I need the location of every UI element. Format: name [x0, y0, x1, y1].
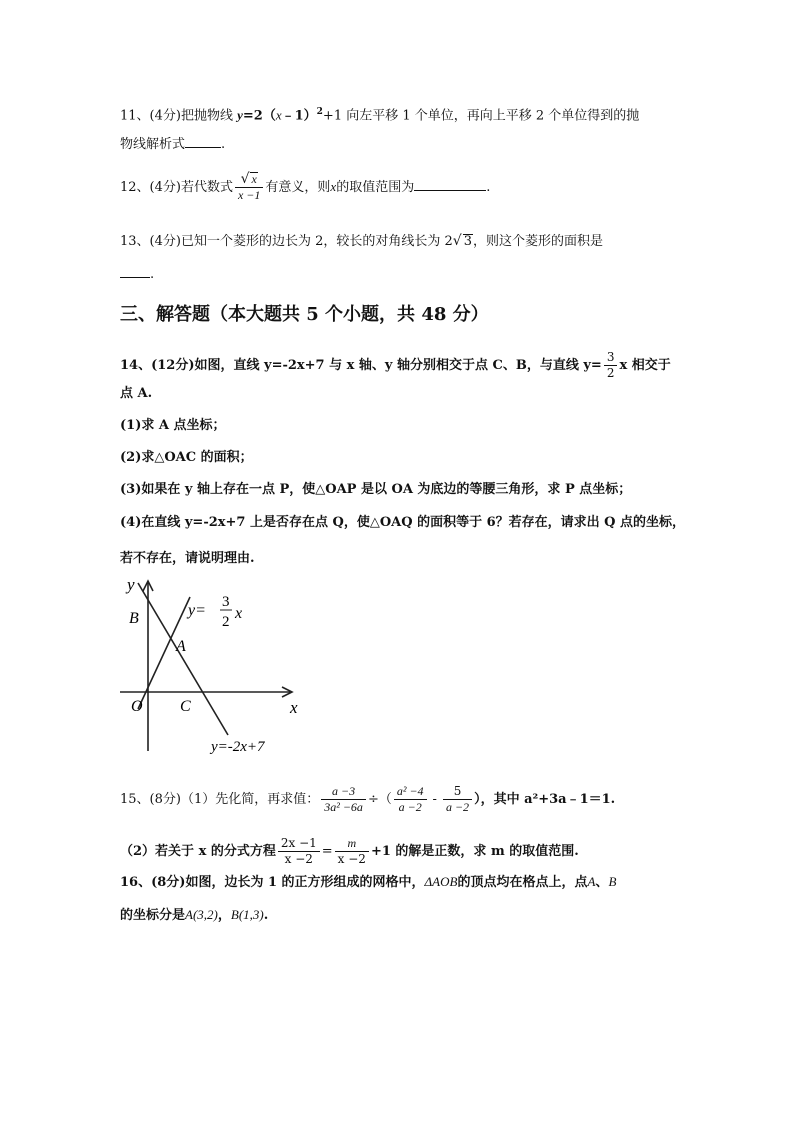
q15-frac5	[335, 836, 369, 867]
q16-coord-b: B(1,3)	[230, 907, 264, 922]
q13-prefix: 13、(4分)已知一个菱形的边长为 2，较长的对角线长为 2	[120, 234, 453, 249]
q15-g1den: x −2	[284, 852, 313, 866]
q15-f1num: a −3	[321, 784, 366, 800]
q12-den: x −1	[237, 188, 261, 202]
q12-num: √ x	[235, 172, 263, 188]
q11-line1	[120, 103, 639, 125]
q16-comma: 、	[595, 875, 609, 890]
q11-line2-text: 物线解析式	[120, 137, 186, 152]
q14-line1b: x 相交于	[619, 358, 671, 373]
q15-frac1	[321, 784, 366, 815]
q14-graph	[118, 575, 308, 755]
q14-line1a: 14、(12分)如图，直线 y=-2x+7 与 x 轴、y 轴分别相交于点 C、B，与直线 y=	[120, 358, 602, 373]
q15-g1num: 2x −1	[278, 836, 320, 852]
q12-fraction	[235, 172, 263, 203]
q14-part4a: (4)在直线 y=-2x+7 上是否存在点 Q，使△OAQ 的面积等于 6？若存在，请求出 Q 点的坐标，	[120, 515, 686, 530]
q16-line1	[120, 873, 616, 892]
q11-x: x	[275, 107, 282, 123]
q15-f1den: 3a² −6a	[324, 800, 363, 814]
q11-prefix: 11、(4分)把抛物线	[120, 108, 238, 124]
q15-f2den: a −2	[398, 800, 422, 814]
q16-end: .	[263, 908, 269, 923]
q16-sep: ，	[217, 908, 231, 923]
section-title: 三、解答题（本大题共 5 个小题，共 48 分）	[120, 304, 489, 325]
q12-var: x	[330, 179, 337, 194]
q15-g2den: x −2	[337, 852, 366, 866]
q14-fnum: 3	[604, 350, 618, 366]
q14-part3: (3)如果在 y 轴上存在一点 P，使△OAP 是以 OA 为底边的等腰三角形，求 P 点坐标；	[120, 482, 632, 497]
q13-answer-blank[interactable]	[120, 265, 150, 278]
q11-end: .	[221, 137, 226, 152]
q15-eq: =	[321, 844, 333, 859]
q15-f3den: a −2	[445, 800, 470, 814]
q11-eq5: +1 向左平移 1 个单位，再向上平移 2 个单位得到的抛	[322, 108, 640, 124]
eq-top-den: 2	[222, 614, 230, 630]
y-axis-label: y	[127, 575, 135, 594]
q15-suffix: ），其中 a²+3a﹣1＝1.	[474, 792, 616, 807]
q14-part2: (2)求△OAC 的面积；	[120, 450, 253, 465]
q15-f3num: 5	[443, 784, 472, 800]
q16-triangle: ΔAOB	[424, 874, 458, 889]
q15-div: ÷（	[367, 792, 392, 807]
x-axis-label: x	[290, 698, 298, 717]
q15-g2num: m	[335, 836, 369, 852]
q15-line1	[120, 784, 615, 815]
q15-frac3	[443, 784, 472, 815]
q15-p2suffix: +1 的解是正数，求 m 的取值范围.	[370, 844, 579, 859]
q15-minus: -	[432, 792, 437, 807]
q15-f2num: a² −4	[394, 784, 427, 800]
q14-part4b: 若不存在，请说明理由.	[120, 551, 255, 566]
q14-fden: 2	[606, 366, 615, 380]
q14-line1	[120, 350, 671, 381]
q15-frac4	[278, 836, 320, 867]
q14-part1: (1)求 A 点坐标；	[120, 418, 226, 433]
eq-top-x: x	[235, 605, 243, 622]
eq-bottom: y=-2x+7	[211, 739, 265, 755]
q12-line	[120, 172, 490, 203]
q11-sup: 2	[316, 107, 323, 117]
q12-end: .	[486, 180, 491, 195]
q11-line2	[120, 135, 225, 154]
q13-line2	[120, 265, 154, 284]
point-c-label: C	[180, 698, 191, 715]
point-b-label: B	[129, 610, 139, 627]
eq-top-num: 3	[222, 594, 230, 610]
q15-frac2	[394, 784, 427, 815]
q12-mid2: 的取值范围为	[336, 180, 415, 195]
q12-radicand: x	[251, 172, 257, 186]
q16-line2a: 的坐标分是	[120, 908, 186, 923]
q14-line2: 点 A.	[120, 386, 153, 401]
q13-end: .	[150, 267, 155, 282]
q15-p2prefix: （2）若关于 x 的分式方程	[120, 844, 276, 859]
point-a-label: A	[176, 638, 186, 655]
q11-eq4: ﹣1）	[281, 108, 317, 124]
sqrt-icon: √	[452, 233, 462, 249]
q13-suffix: ，则这个菱形的面积是	[472, 234, 603, 249]
q16-line2	[120, 906, 268, 925]
q16-point-b: B	[608, 874, 617, 889]
q11-y: y	[237, 107, 243, 123]
point-o-label: O	[131, 698, 143, 715]
q12-prefix: 12、(4分)若代数式	[120, 180, 233, 195]
q15-prefix: 15、(8分)（1）先化简，再求值：	[120, 792, 320, 807]
q16-point-a: A	[587, 874, 596, 889]
q15-line2	[120, 836, 579, 867]
q12-mid: 有意义，则	[265, 180, 331, 195]
q14-fraction	[604, 350, 618, 381]
eq-top-y: y=	[188, 602, 206, 619]
q13-root: 3	[463, 234, 472, 249]
q13-line1	[120, 232, 603, 251]
q16-coord-a: A(3,2)	[185, 907, 218, 922]
q16-line1-text: 16、(8分)如图，边长为 1 的正方形组成的网格中，	[120, 875, 425, 890]
q16-mid: 的顶点均在格点上，点	[457, 875, 588, 890]
q11-answer-blank[interactable]	[185, 135, 221, 148]
q12-answer-blank[interactable]	[414, 178, 486, 191]
q11-eq2: =2（	[242, 108, 276, 124]
